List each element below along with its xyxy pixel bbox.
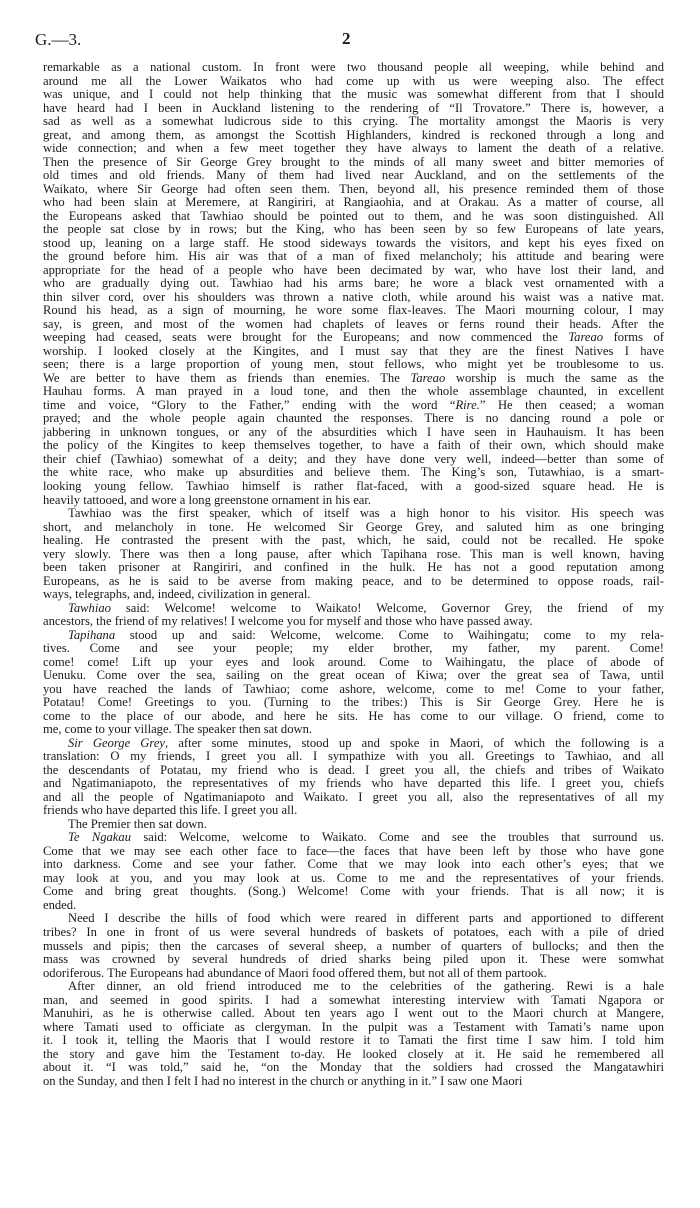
text-segment: Then the presence of Sir George Grey brought to the minds of all many sweet and bitter memories of (43, 154, 664, 169)
text-segment: their chief (Tawhiao) somewhat of a deity; and they have done very well, indeed—better than some of (43, 451, 664, 466)
paragraph (43, 602, 664, 629)
text-segment: very slowly. There was then a long pause, after which Tapihana rose. This man is well known, having (43, 546, 664, 561)
text-line (43, 994, 664, 1008)
text-line (43, 980, 664, 994)
text-segment: The Premier then sat down. (68, 816, 207, 831)
text-segment: it. I took it, telling the Maoris that I would restore it to Tamati the first time I saw him. I told him (43, 1033, 664, 1048)
text-line (43, 304, 664, 318)
text-segment: jabbering in unknown tongues, or any of the absurdities which I have seen in Hauhauism. It has been (43, 424, 664, 439)
text-line (43, 1048, 664, 1062)
text-line (43, 737, 664, 751)
text-line (43, 75, 664, 89)
text-segment: stood up and said: Welcome, welcome. Come to Waihingatu; come to my rela- (115, 627, 664, 642)
text-segment: been taken prisoner at Rangiriri, and confined in the hulk. He has not a good reputation among (43, 560, 664, 575)
text-line (43, 318, 664, 332)
text-segment: mussels and pipis; then the carcases of several sheep, a number of quarters of bullocks; and then the (43, 938, 664, 953)
paragraph (43, 912, 664, 980)
text-line (43, 1034, 664, 1048)
text-line (43, 399, 664, 413)
page-number: 2 (342, 29, 351, 48)
text-line (43, 210, 664, 224)
text-line (43, 818, 664, 832)
text-segment: healing. He contrasted the present with the past, which, he said, could not be recalled. He spoke (43, 533, 664, 548)
text-line (43, 777, 664, 791)
text-line (43, 953, 664, 967)
text-line (43, 561, 664, 575)
paragraph (43, 737, 664, 818)
text-segment: stood up, leaning on a large staff. He stood sideways towards the visitors, and kept his eyes fixed on (43, 235, 664, 250)
text-line (43, 1061, 664, 1075)
text-line (43, 521, 664, 535)
paragraph (43, 818, 664, 832)
text-line (43, 885, 664, 899)
text-line (43, 642, 664, 656)
italic-text: Tareao (410, 370, 446, 385)
text-segment: Potatau! Come! Greetings to you. (Turning to the tribes:) This is Sir George Grey. Here he is (43, 695, 664, 710)
text-line (43, 358, 664, 372)
text-line (43, 102, 664, 116)
text-segment: translation: O my friends, I greet you all. I sympathize with you all. Greetings to Tawhiao, and all (43, 749, 664, 764)
text-line (43, 142, 664, 156)
text-segment: man, and seemed in good spirits. I had a somewhat interesting interview with Tamati Ngapora or (43, 992, 664, 1007)
text-segment: and Ngatimaniapoto, the representatives of my friends who have departed this life. I greet you, chiefs (43, 776, 664, 791)
text-segment: worship. I looked closely at the Kingites, and I must say that they are the finest Natives I have (43, 343, 664, 358)
text-line (43, 223, 664, 237)
italic-text: Sir George Grey (68, 735, 166, 750)
document-code: G.—3. (35, 30, 82, 49)
text-segment: looking young fellow. Tawhiao himself is rather flat-faced, with a good-sized square head. He is (43, 478, 664, 493)
text-segment: into darkness. Come and see your father. Come that we may look into each other’s eyes; that we (43, 857, 664, 872)
text-line (43, 602, 664, 616)
text-line (43, 696, 664, 710)
text-line (43, 345, 664, 359)
text-segment: Come that we may see each other face to face—the faces that have been left by those who have gone (43, 843, 664, 858)
text-line (43, 710, 664, 724)
text-line (43, 264, 664, 278)
text-line (43, 250, 664, 264)
text-segment: ancestors, the friend of my relatives! I welcome you for myself and those who have passed away. (43, 614, 533, 629)
text-line (43, 534, 664, 548)
text-line (43, 858, 664, 872)
text-line (43, 237, 664, 251)
text-segment: who had been slain at Meremere, at Rangiriri, at Rangiaohia, and at Orakau. As a matter of course, all (43, 195, 664, 210)
text-line (43, 804, 664, 818)
text-segment: odoriferous. The Europeans had abundance of Maori food offered them, but not all of them partook. (43, 965, 547, 980)
text-segment: Europeans, as he is said to be averse from making peace, and to be determined to oppose roads, rail- (43, 573, 664, 588)
paragraph (43, 629, 664, 737)
text-segment: Manuhiri, as he is otherwise called. About ten years ago I went out to the Maori church at Mangere, (43, 1006, 664, 1021)
text-segment: and all the people of Ngatimaniapoto and Waikato. I greet you all, also the representatives of all my (43, 789, 664, 804)
text-line (43, 615, 664, 629)
text-segment: forms of (603, 330, 664, 345)
text-segment: said: Welcome! welcome to Waikato! Welcome, Governor Grey, the friend of my (110, 600, 664, 615)
text-line (43, 372, 664, 386)
text-line (43, 1021, 664, 1035)
text-line (43, 575, 664, 589)
text-segment: who are gradually dying out. Tawhiao had his arms bare; he wore a black vest ornamented with a (43, 276, 664, 291)
text-segment: weeping had ceased, seats were brought for the Europeans; and now commenced the (43, 330, 569, 345)
text-segment: the descendants of Potatau, my friend who is dead. I greet you all, the chiefs and tribes of Waikato (43, 762, 664, 777)
text-line (43, 548, 664, 562)
paragraph (43, 507, 664, 602)
text-line (43, 629, 664, 643)
text-line (43, 912, 664, 926)
text-segment: the story and gave him the Testament to-day. He looked closely at it. He said he remembered all (43, 1046, 664, 1061)
text-line (43, 588, 664, 602)
text-line (43, 196, 664, 210)
text-segment: Waikato, where Sir George had often seen them. Then, beyond all, his presence reminded them of those (43, 181, 664, 196)
text-segment: friends who have departed this life. I greet you all. (43, 803, 298, 818)
text-line (43, 669, 664, 683)
text-line (43, 453, 664, 467)
italic-text: Tawhiao (68, 600, 111, 615)
text-segment: Round his head, as a sign of mourning, he wore some flax-leaves. The Maori mourning colour, I may (43, 303, 664, 318)
text-segment: great, and among them, as amongst the Scottish Highlanders, kindred is reckoned through a long and (43, 127, 664, 142)
text-segment: time and voice, “Glory to the Father,” ending with the word “ (43, 397, 456, 412)
italic-text: Rire. (455, 397, 480, 412)
text-segment: appropriate for the head of a people who have been decimated by war, who have lost their land, and (43, 262, 664, 277)
text-segment: remarkable as a national custom. In front were two thousand people all weeping, while behind and (43, 60, 664, 74)
text-segment: was unique, and I could not help thinking that the music was somewhat different from that I should (43, 87, 664, 102)
text-segment: short, and melancholy in tone. He welcomed Sir George Grey, and saluted him as one bringing (43, 519, 664, 534)
text-segment: come! come! Lift up your eyes and look around. Come to Waihingatu, the place of abode of (43, 654, 664, 669)
text-segment: the people sat close by in rows; but the King, who has been seen by so few Europeans of late years, (43, 222, 664, 237)
text-segment: Uenuku. Come over the sea, sailing on the great ocean of Kiwa; over the great sea of Tawa, until (43, 668, 664, 683)
text-line (43, 507, 664, 521)
text-line (43, 426, 664, 440)
text-segment: After dinner, an old friend introduced me to the celebrities of the gathering. Rewi is a hale (68, 979, 664, 994)
text-line (43, 412, 664, 426)
text-segment: the white race, who make up absurdities and believe them. The King’s son, Tutawhiao, is a smart- (43, 465, 664, 480)
text-line (43, 466, 664, 480)
text-segment: the ground before him. His air was that of a man of fixed melancholy; his attitude and bearing were (43, 249, 664, 264)
text-segment: said: Welcome, welcome to Waikato. Come and see the troubles that surround us. (131, 830, 664, 845)
text-line (43, 169, 664, 183)
text-segment: prayed; and the whole people again chaunted the responses. There is no dancing round a pole or (43, 411, 664, 426)
text-line (43, 88, 664, 102)
text-segment: Come and bring great thoughts. (Song.) Welcome! Come with your friends. That is all now; it is (43, 884, 664, 899)
italic-text: Te Ngakau (68, 830, 131, 845)
text-line (43, 791, 664, 805)
text-line (43, 331, 664, 345)
text-segment: where Tamati used to officiate as clergyman. In the pulpit was a Testament with Tamati’s name upon (43, 1019, 664, 1034)
text-line (43, 156, 664, 170)
text-segment: me, come to your village. The speaker then sat down. (43, 722, 313, 737)
text-segment: Hauhau forms. A man prayed in a loud tone, and then the whole assemblage chaunted, in excellent (43, 384, 664, 399)
text-segment: around me all the Lower Waikatos who had come up with us were weeping also. The effect (43, 73, 664, 88)
text-segment: may look at you, and you may look at us. Come to me and the representatives of your friends. (43, 870, 664, 885)
text-line (43, 61, 664, 75)
text-line (43, 940, 664, 954)
text-segment: the policy of the Kingites to keep themselves together, to have a faith of their own, which should make (43, 438, 664, 453)
text-line (43, 723, 664, 737)
paragraph (43, 61, 664, 507)
text-line (43, 129, 664, 143)
text-line (43, 845, 664, 859)
text-line (43, 872, 664, 886)
text-segment: tribes? In one in front of us were several hundreds of baskets of potatoes, each with a pile of dried (43, 925, 664, 939)
text-segment: the Europeans asked that Tawhiao should be pointed out to them, and he was soon distinguished. All (43, 208, 664, 223)
text-segment: thin silver cord, over his shoulders was thrown a native cloth, while around his waist was a native mat. (43, 289, 664, 304)
text-segment: seen; there is a large proportion of young men, stout fellows, who might yet be troublesome to us. (43, 357, 664, 372)
text-line (43, 1007, 664, 1021)
text-line (43, 899, 664, 913)
text-segment: , after some minutes, stood up and spoke in Maori, of which the following is a (165, 735, 664, 750)
text-line (43, 683, 664, 697)
text-line (43, 764, 664, 778)
text-line (43, 656, 664, 670)
text-line (43, 480, 664, 494)
text-segment: Tawhiao was the first speaker, which of itself was a high honor to his visitor. His speech was (68, 506, 664, 521)
text-segment: ” He then ceased; a woman (479, 397, 664, 412)
text-segment: old times and old friends. Many of them had lived near Auckland, and on the settlements of the (43, 168, 664, 183)
text-line (43, 967, 664, 981)
text-line (43, 926, 664, 940)
paragraph (43, 831, 664, 912)
text-line (43, 115, 664, 129)
text-segment: tives. Come and see your people; my elder brother, my father, my parent. Come! (43, 641, 664, 656)
text-segment: say, is green, and most of the women had chaplets of leaves or ferns round their heads. After the (43, 316, 664, 331)
text-line (43, 291, 664, 305)
paragraph (43, 980, 664, 1088)
text-segment: you have reached the lands of Tawhiao; come ashore, welcome, come to me! Come to your father, (43, 681, 664, 696)
text-segment: mass was crowned by several hundreds of dried sharks being piled upon it. These were somwhat (43, 952, 664, 967)
text-segment: ended. (43, 897, 77, 912)
text-segment: wide connection; and when a few meet together they have always to lament the death of a relative. (43, 141, 664, 156)
text-line (43, 183, 664, 197)
text-segment: worship is much the same as the (445, 370, 664, 385)
text-segment: Need I describe the hills of food which were reared in different parts and apportioned to different (68, 911, 664, 926)
text-line (43, 831, 664, 845)
text-segment: come to the place of our abode, and here he sits. He has come to our village. O friend, come to (43, 708, 664, 723)
text-line (43, 439, 664, 453)
text-segment: sad as well as a somewhat ludicrous side to this crying. The mortality amongst the Maoris is very (43, 114, 664, 129)
text-line (43, 385, 664, 399)
italic-text: Tapihana (68, 627, 116, 642)
text-segment: heavily tattooed, and wore a long greenstone ornament in his ear. (43, 492, 372, 507)
text-segment: have heard had I been in Auckland listening to the rendering of “Il Trovatore.” There is, however, a (43, 100, 664, 115)
text-segment: We are better to have them as friends than enemies. The (43, 370, 411, 385)
text-line (43, 1075, 664, 1089)
text-line (43, 750, 664, 764)
text-segment: on the Sunday, and then I felt I had no interest in the church or anything in it.” I saw one Maori (43, 1073, 523, 1088)
italic-text: Tareao (568, 330, 604, 345)
text-segment: about it. “I was told,” said he, “on the Monday that the soldiers had crossed the Mangatawhiri (43, 1060, 664, 1075)
text-segment: ways, telegraphs, and, indeed, civilization in general. (43, 587, 311, 602)
body-text (43, 61, 664, 1088)
text-line (43, 494, 664, 508)
text-line (43, 277, 664, 291)
